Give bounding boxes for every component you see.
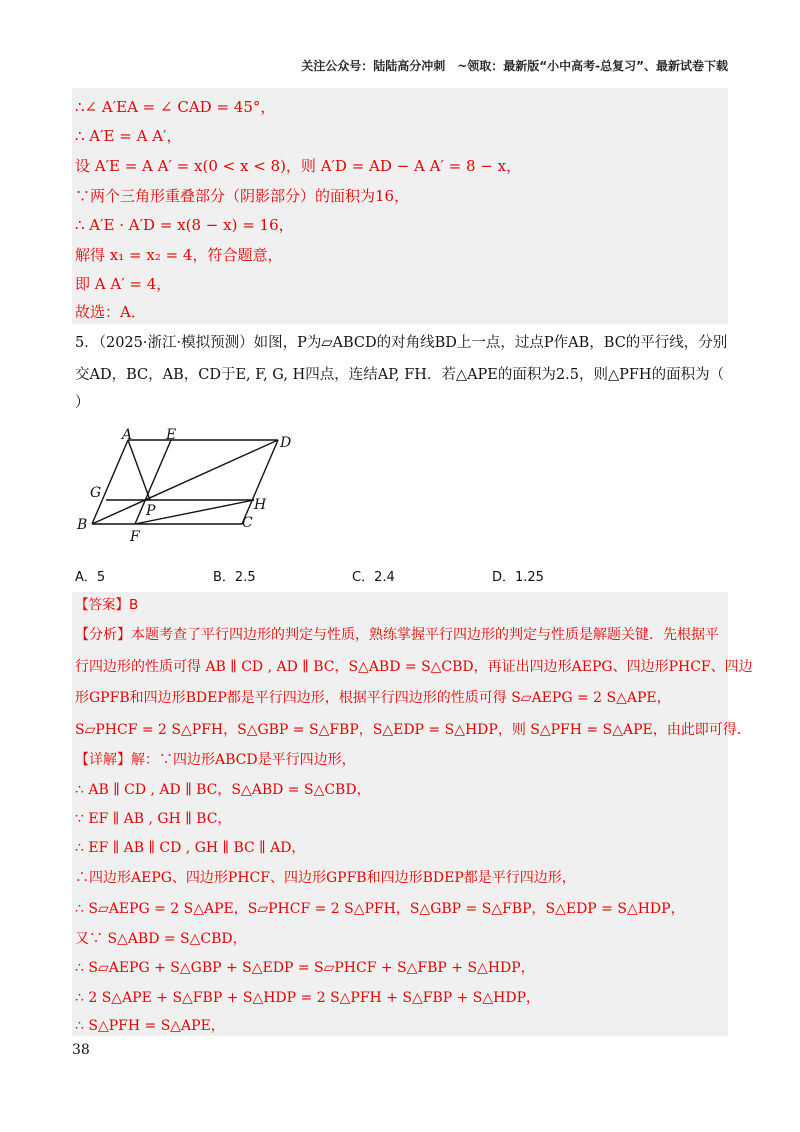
detail-line: ∴ S△PFH = S△APE，: [75, 1018, 225, 1034]
page-number: 38: [72, 1042, 90, 1058]
option-a: A．5: [75, 570, 106, 585]
detail-line: ∵ EF ∥ AB , GH ∥ BC，: [75, 811, 232, 827]
detail-line: ∴ AB ∥ CD , AD ∥ BC，S△ABD = S△CBD，: [75, 782, 371, 798]
label-H: H: [254, 497, 267, 513]
option-b: B．2.5: [213, 570, 256, 585]
analysis-line: S▱PHCF = 2 S△PFH，S△GBP = S△FBP，S△EDP = S△HDP，则 S△PFH = S△APE，由此即可得．: [75, 722, 751, 738]
analysis-line: 形GPFB和四边形BDEP都是平行四边形，根据平行四边形的性质可得 S▱AEPG = 2 S△APE，: [75, 690, 671, 706]
detail-line: ∴ 2 S△APE + S△FBP + S△HDP = 2 S△PFH + S△FBP + S△HDP，: [75, 990, 541, 1006]
label-P: P: [146, 503, 156, 519]
label-A: A: [122, 427, 133, 443]
page-header: 关注公众号：陆陆高分冲刺 ~领取：最新版“小中高考-总复习”、最新试卷下载: [301, 59, 728, 73]
prev-solution-line: ∴ A′E · A′D = x(8 − x) = 16，: [75, 216, 294, 234]
analysis-line: 行四边形的性质可得 AB ∥ CD , AD ∥ BC，S△ABD = S△CBD，再证出四边形AEPG、四边形PHCF、四边: [75, 659, 753, 675]
label-B: B: [77, 517, 88, 533]
prev-solution-line: 即 A A′ = 4，: [75, 275, 172, 293]
prev-solution-line: 解得 x₁ = x₂ = 4，符合题意，: [75, 246, 283, 264]
label-E: E: [166, 427, 177, 443]
option-c: C．2.4: [352, 570, 395, 585]
label-C: C: [242, 515, 253, 531]
label-D: D: [280, 435, 292, 451]
detail-line: ∴四边形AEPG、四边形PHCF、四边形GPFB和四边形BDEP都是平行四边形，: [75, 870, 576, 886]
detail-line: 【详解】解：∵四边形ABCD是平行四边形，: [75, 752, 356, 768]
prev-solution-line: 设 A′E = A A′ = x(0 < x < 8)，则 A′D = AD − A A′ = 8 − x，: [75, 157, 522, 175]
detail-line: ∴ S▱AEPG = 2 S△APE，S▱PHCF = 2 S△PFH，S△GBP = S△FBP，S△EDP = S△HDP，: [75, 901, 685, 917]
option-d: D．1.25: [492, 570, 544, 585]
label-F: F: [130, 529, 140, 545]
prev-solution-line: ∴∠ A′EA = ∠ CAD = 45°，: [75, 98, 276, 116]
detail-line: 又∵ S△ABD = S△CBD，: [75, 931, 247, 947]
parallelogram-figure: [70, 425, 330, 555]
prev-solution-line: ∴ A′E = A A′，: [75, 127, 182, 145]
question-line: ）: [75, 395, 90, 411]
prev-solution-line: ∵两个三角形重叠部分（阴影部分）的面积为16，: [75, 187, 410, 205]
answer-line: 【答案】B: [75, 597, 139, 613]
question-line: 交AD，BC，AB，CD于E, F, G, H四点，连结AP, FH．若△APE的面积为2.5，则△PFH的面积为（: [75, 367, 725, 383]
detail-line: ∴ S▱AEPG + S△GBP + S△EDP = S▱PHCF + S△FBP + S△HDP，: [75, 960, 535, 976]
analysis-line: 【分析】本题考查了平行四边形的判定与性质，熟练掌握平行四边形的判定与性质是解题关键．先根据平: [75, 627, 719, 643]
question-line: 5．（2025·浙江·模拟预测）如图，P为▱ABCD的对角线BD上一点，过点P作AB，BC的平行线，分别: [75, 335, 728, 351]
label-G: G: [90, 485, 102, 501]
prev-solution-line: 故选：A．: [75, 303, 146, 321]
detail-line: ∴ EF ∥ AB ∥ CD , GH ∥ BC ∥ AD，: [75, 840, 306, 856]
